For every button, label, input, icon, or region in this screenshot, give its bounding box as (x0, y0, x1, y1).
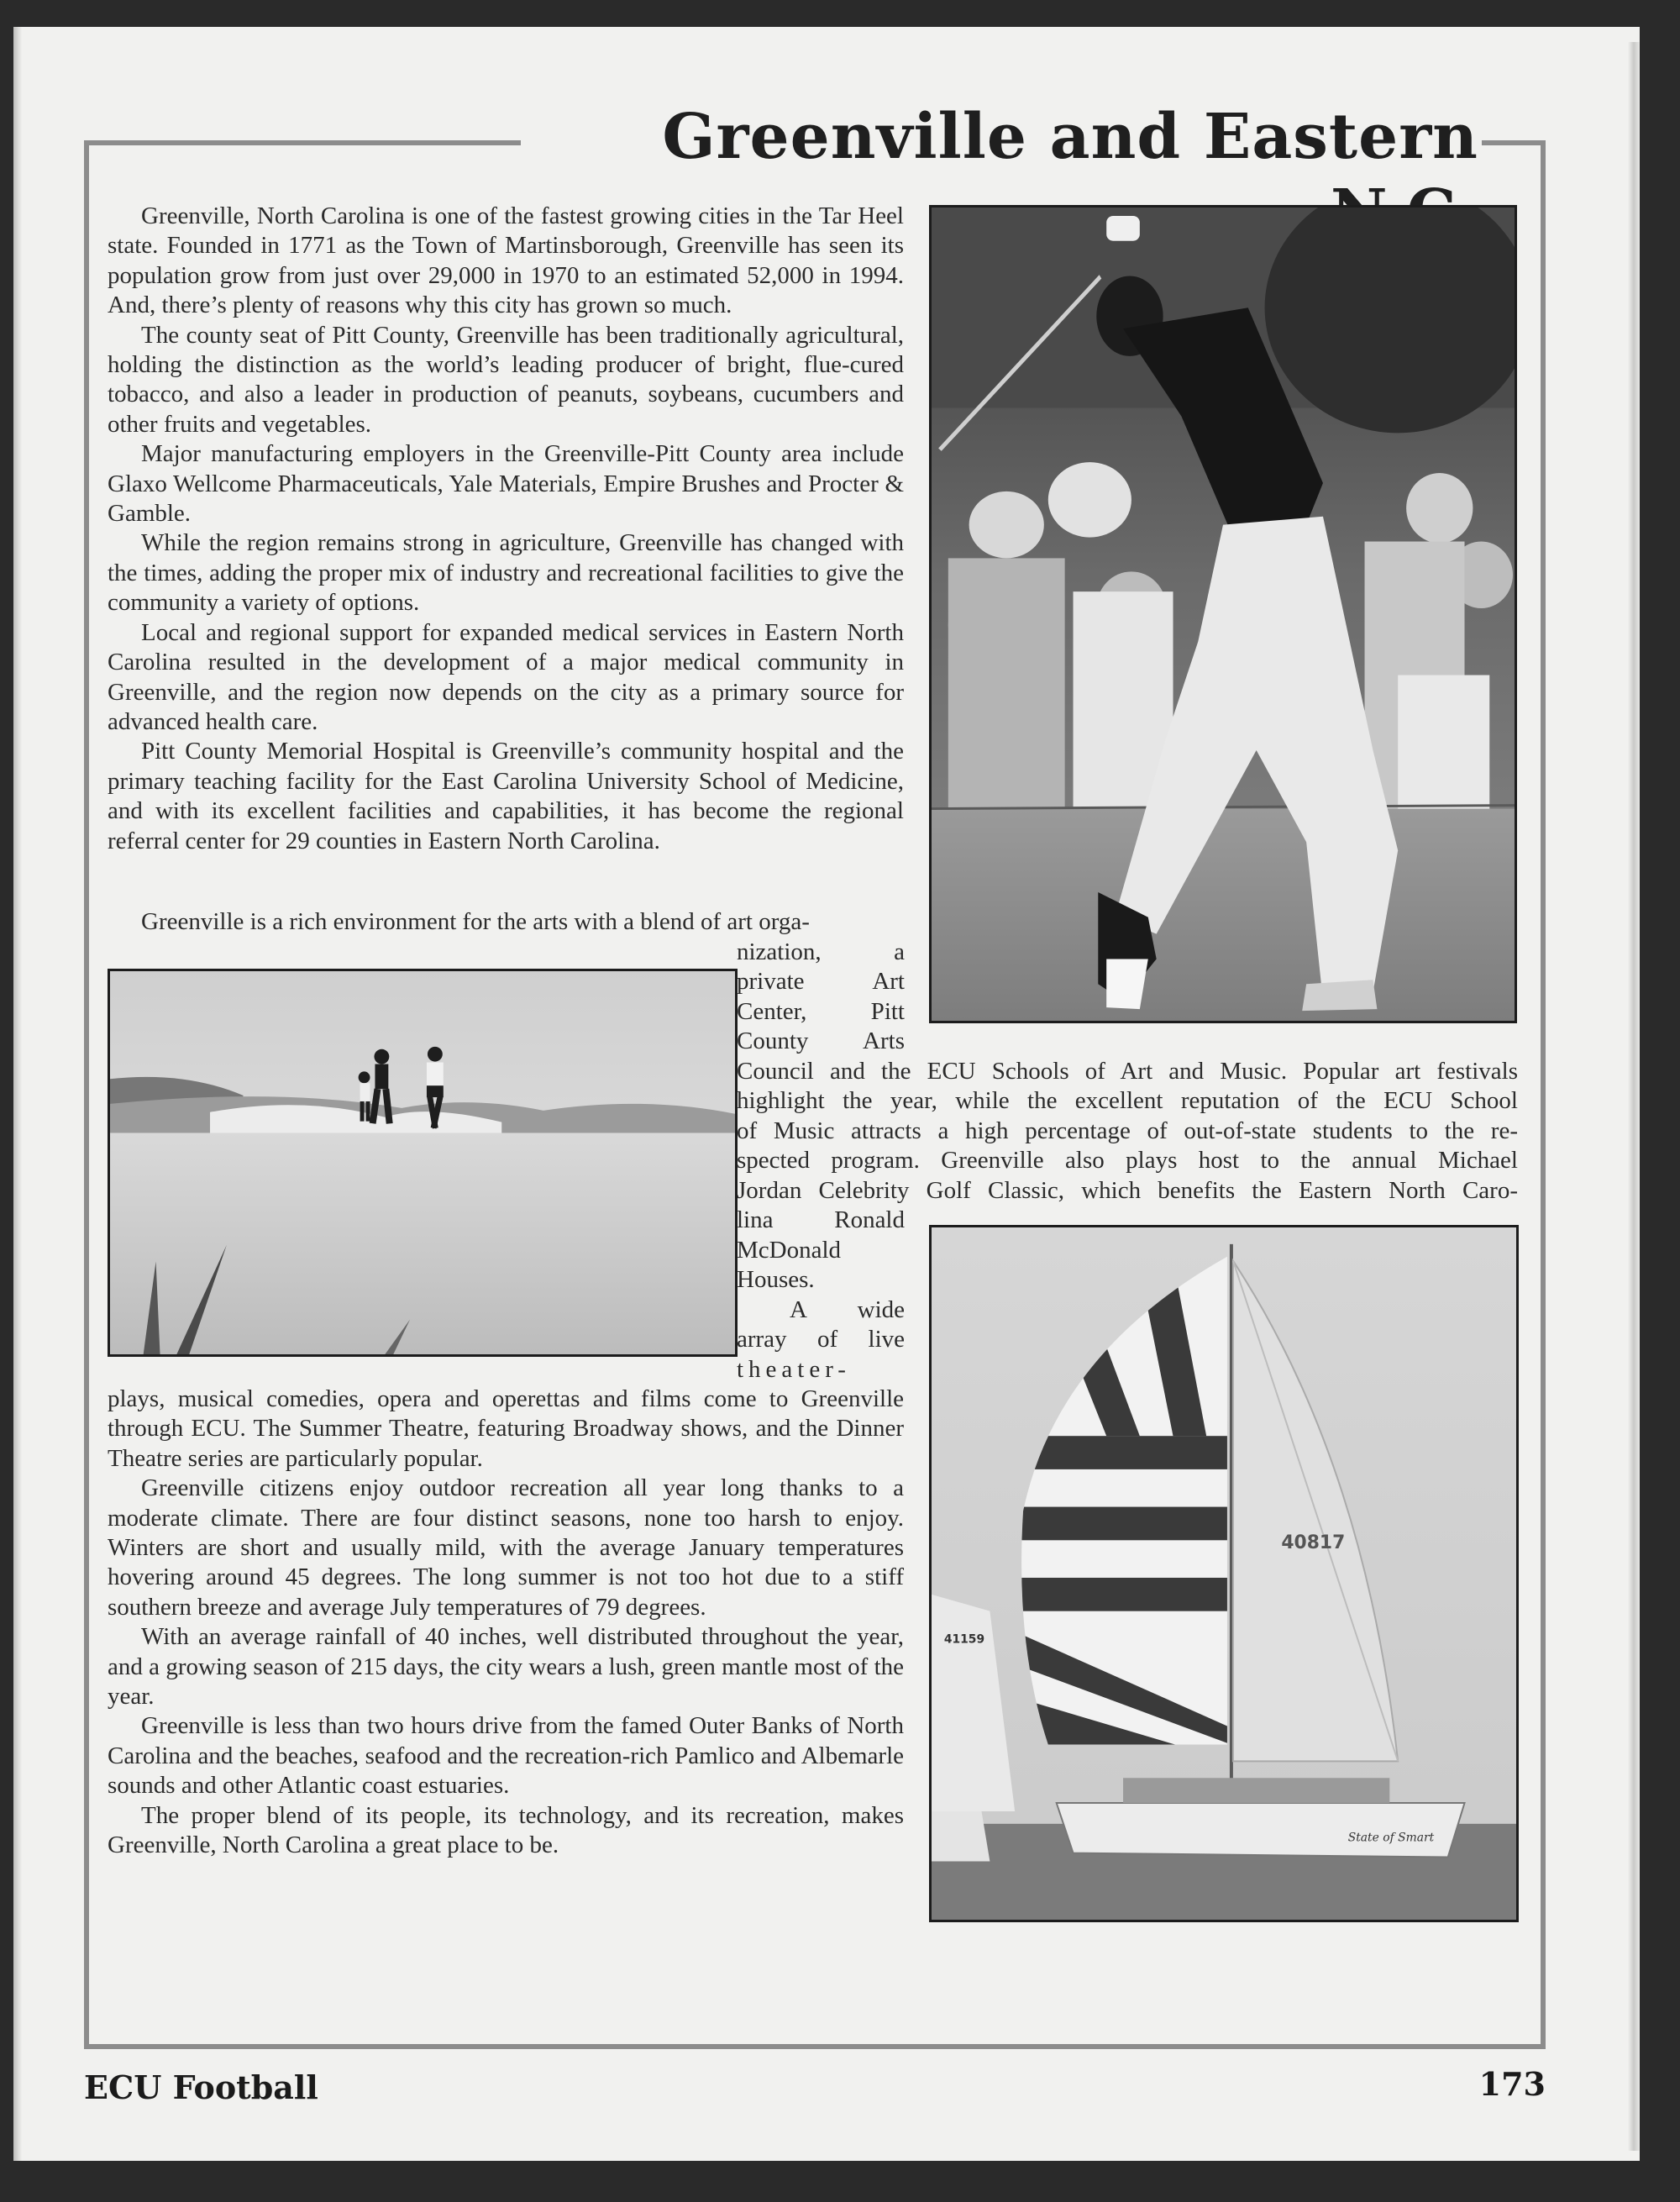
sail-number: 41159 (943, 1632, 985, 1647)
paragraph-climate: Greenville citizens enjoy outdoor recreation all year long thanks to a moderate climate. There are four distinct seasons, none too harsh to enjoy. Winters are short and usually mild, with the average January temperatures hovering around 45 degrees. The long summer is not too hot due to a stiff southern breeze and average July temperatures of 79 degrees. (108, 1474, 904, 1621)
beach-icon (110, 971, 735, 1354)
paragraph-rainfall: With an average rainfall of 40 inches, well distributed throughout the year, and a growing season of 215 days, the city wears a lush, green mantle most of the year. (108, 1623, 904, 1711)
arts-narrow-line: Center, Pitt (737, 998, 905, 1025)
arts-wide-line: spected program. Greenville also plays host to the annual Michael (737, 1147, 1518, 1174)
arts-wide-line: of Music attracts a high percentage of out-of-state students to the re- (737, 1117, 1518, 1144)
sailboat-photo (929, 1225, 1519, 1922)
arts-narrow-line: private Art (737, 968, 905, 995)
paragraph-industry: While the region remains strong in agriculture, Greenville has changed with the times, adding the proper mix of industry and recreational facilities to give the community a variety of options. (108, 529, 904, 617)
theater-narrow-line: theater- (737, 1356, 851, 1383)
arts-wide-line: Jordan Celebrity Golf Classic, which benefits the Eastern North Caro- (737, 1177, 1518, 1204)
paragraph-theater: plays, musical comedies, opera and operettas and films come to Greenville through ECU. The Summer Theatre, featuring Broadway shows, and the Dinner Theatre series are particularly popular. (108, 1385, 904, 1472)
paragraph-agriculture: The county seat of Pitt County, Greenville has been traditionally agricultural, holding the distinction as the world’s leading producer of bright, flue-cured tobacco, and also a leader in production of peanuts, soybeans, cucumbers and other fruits and vegetables. (108, 321, 904, 438)
paragraph-manufacturing: Major manufacturing employers in the Greenville-Pitt County area include Glaxo Wellcome Pharmaceuticals, Yale Materials, Empire Brushes and Procter & Gamble. (108, 440, 904, 528)
arts-wide-line: Council and the ECU Schools of Art and Music. Popular art festivals (737, 1058, 1518, 1085)
binding-shadow (13, 27, 22, 2161)
arts-lead-line: Greenville is a rich environment for the arts with a blend of art orga- (141, 908, 810, 935)
sail-number: 40817 (1056, 1483, 1132, 1509)
page-edge (1628, 42, 1640, 2151)
paragraph-outer-banks: Greenville is less than two hours drive from the famed Outer Banks of North Carolina and the beaches, seafood and the recreation-rich Pamlico and Albemarle sounds and other Atlantic coast estuaries. (108, 1712, 904, 1800)
paragraph-medical: Local and regional support for expanded medical services in Eastern North Carolina resulted in the development of a major medical community in Greenville, and the region now depends on the city as a primary source for advanced health care. (108, 618, 904, 735)
arts-wide-line: highlight the year, while the excellent reputation of the ECU School (737, 1087, 1518, 1114)
golfer-icon (932, 208, 1515, 1021)
sail-number: 40817 (1281, 1532, 1346, 1554)
arts-narrow-line: McDonald (737, 1237, 842, 1264)
arts-narrow-line: nization, a (737, 938, 905, 965)
article-bottom-column (108, 1385, 904, 1861)
sailboat-icon (932, 1227, 1516, 1920)
theater-narrow-line: A wide (790, 1296, 905, 1323)
article-top-column (108, 202, 904, 856)
arts-narrow-line: Houses. (737, 1266, 815, 1293)
paragraph-closing: The proper blend of its people, its technology, and its recreation, makes Greenville, North Carolina a great place to be. (108, 1801, 904, 1859)
footer-publication: ECU Football (84, 2068, 318, 2106)
paragraph-hospital: Pitt County Memorial Hospital is Greenville’s community hospital and the primary teaching facility for the East Carolina University School of Medicine, and with its excellent facilities and capabilities, it has become the regional referral center for 29 counties in Eastern North Carolina. (108, 738, 904, 854)
golfer-photo (929, 205, 1517, 1023)
paragraph-growth: Greenville, North Carolina is one of the fastest growing cities in the Tar Heel state. Founded in 1771 as the Town of Martinsborough, Greenville has seen its population grow from just over 29,000 in 1970 to an estimated 52,000 in 1994. And, there’s plenty of reasons why this city has grown so much. (108, 202, 904, 319)
boat-name: State of Smart (1347, 1831, 1435, 1845)
page-title: Greenville and Eastern (521, 99, 1482, 175)
arts-narrow-line: County Arts (737, 1027, 905, 1054)
page-number: 173 (1478, 2065, 1546, 2103)
theater-narrow-line: array of live (737, 1326, 905, 1353)
beach-photo (108, 969, 738, 1357)
arts-narrow-line: lina Ronald (737, 1206, 905, 1233)
